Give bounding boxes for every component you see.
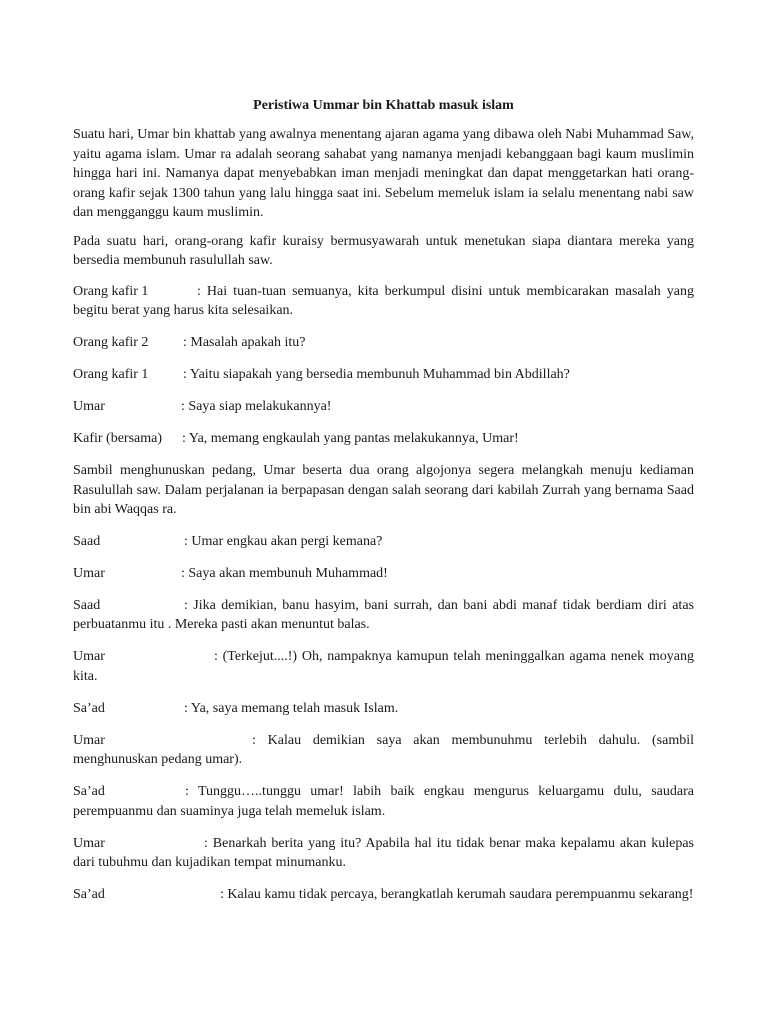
dialogue-text: : Jika demikian, banu hasyim, bani surrah, dan bani abdi manaf tidak berdiam diri atas perbuatanmu itu . Mereka pasti akan menuntut balas. [73,597,694,632]
speaker-name: Umar [73,565,105,581]
speaker-name: Umar [73,835,105,851]
document-title: Peristiwa Ummar bin Khattab masuk islam [253,98,514,113]
speaker-name: Saad [73,533,101,549]
intro-paragraph: Pada suatu hari, orang-orang kafir kuraisy bermusyawarah untuk menetukan siapa diantara mereka yang bersedia membunuh rasulullah saw. [73,233,694,268]
dialogue-text: : Umar engkau akan pergi kemana? [184,533,383,549]
dialogue-text: : Kalau kamu tidak percaya, berangkatlah kerumah saudara perempuanmu sekarang! [220,887,694,902]
intro-paragraph: Suatu hari, Umar bin khattab yang awalnya menentang ajaran agama yang dibawa oleh Nabi Muhammad Saw, yaitu agama islam. Umar ra adalah seorang sahabat yang namanya menjadi kebanggaan bagi kaum muslimin hingga hari ini. Namanya dapat menyebabkan iman menjadi meningkat dan dapat menggetarkan hati orang-orang kafir sejak 1300 tahun yang lalu hingga saat ini. Sebelum memeluk islam ia selalu menentang nabi saw dan mengganggu kaum muslimin. [73,127,694,220]
dialogue-text: : Yaitu siapakah yang bersedia membunuh Muhammad bin Abdillah? [183,367,570,382]
speaker-name: Umar [73,649,105,664]
dialogue-line [73,782,694,821]
dialogue-line [73,365,694,385]
dialogue-text: : Ya, saya memang telah masuk Islam. [184,700,399,716]
dialogue-line [73,885,694,905]
dialogue-line [73,834,694,873]
dialogue-line [73,596,694,635]
dialogue-text: : Hai tuan-tuan semuanya, kita berkumpul disini untuk membicarakan masalah yang begitu berat yang harus kita selesaikan. [73,283,694,318]
speaker-name: Sa’ad [73,700,105,716]
speaker-name: Orang kafir 2 [73,335,149,350]
dialogue-line [73,282,694,321]
speaker-name: Saad [73,597,101,613]
speaker-name: Umar [73,732,105,748]
dialogue-line [73,333,694,353]
speaker-name: Umar [73,399,105,414]
dialogue-line [73,564,694,584]
speaker-name: Orang kafir 1 [73,283,149,299]
narration-paragraph: Sambil menghunuskan pedang, Umar beserta dua orang algojonya segera melangkah menuju kediaman Rasulullah saw. Dalam perjalanan ia berpapasan dengan salah seorang dari kabilah Zurrah yang bernama Saad bin abi Waqqas ra. [73,463,694,517]
speaker-name: Kafir (bersama) [73,431,163,446]
speaker-name: Sa’ad [73,784,105,799]
dialogue-line [73,731,694,770]
dialogue-line [73,532,694,552]
dialogue-text: : Ya, memang engkaulah yang pantas melakukannya, Umar! [182,431,519,446]
speaker-name: Sa’ad [73,887,105,902]
dialogue-text: : Benarkah berita yang itu? Apabila hal itu tidak benar maka kepalamu akan kulepas dari tubuhmu dan kujadikan tempat minumanku. [73,835,694,870]
dialogue-text: : (Terkejut....!) Oh, nampaknya kamupun telah meninggalkan agama nenek moyang kita. [73,649,694,684]
dialogue-line [73,429,694,449]
dialogue-text: : Tunggu…..tunggu umar! labih baik engkau mengurus keluargamu dulu, saudara perempuanmu dan suaminya juga telah memeluk islam. [73,784,694,819]
dialogue-line [73,397,694,417]
dialogue-text: : Saya akan membunuh Muhammad! [181,565,388,581]
dialogue-line [73,647,694,686]
speaker-name: Orang kafir 1 [73,367,149,382]
document-page [73,96,694,917]
dialogue-text: : Masalah apakah itu? [183,335,306,350]
dialogue-text: : Kalau demikian saya akan membunuhmu terlebih dahulu. (sambil menghunuskan pedang umar). [73,732,694,767]
dialogue-text: : Saya siap melakukannya! [181,399,332,414]
dialogue-line [73,699,694,719]
